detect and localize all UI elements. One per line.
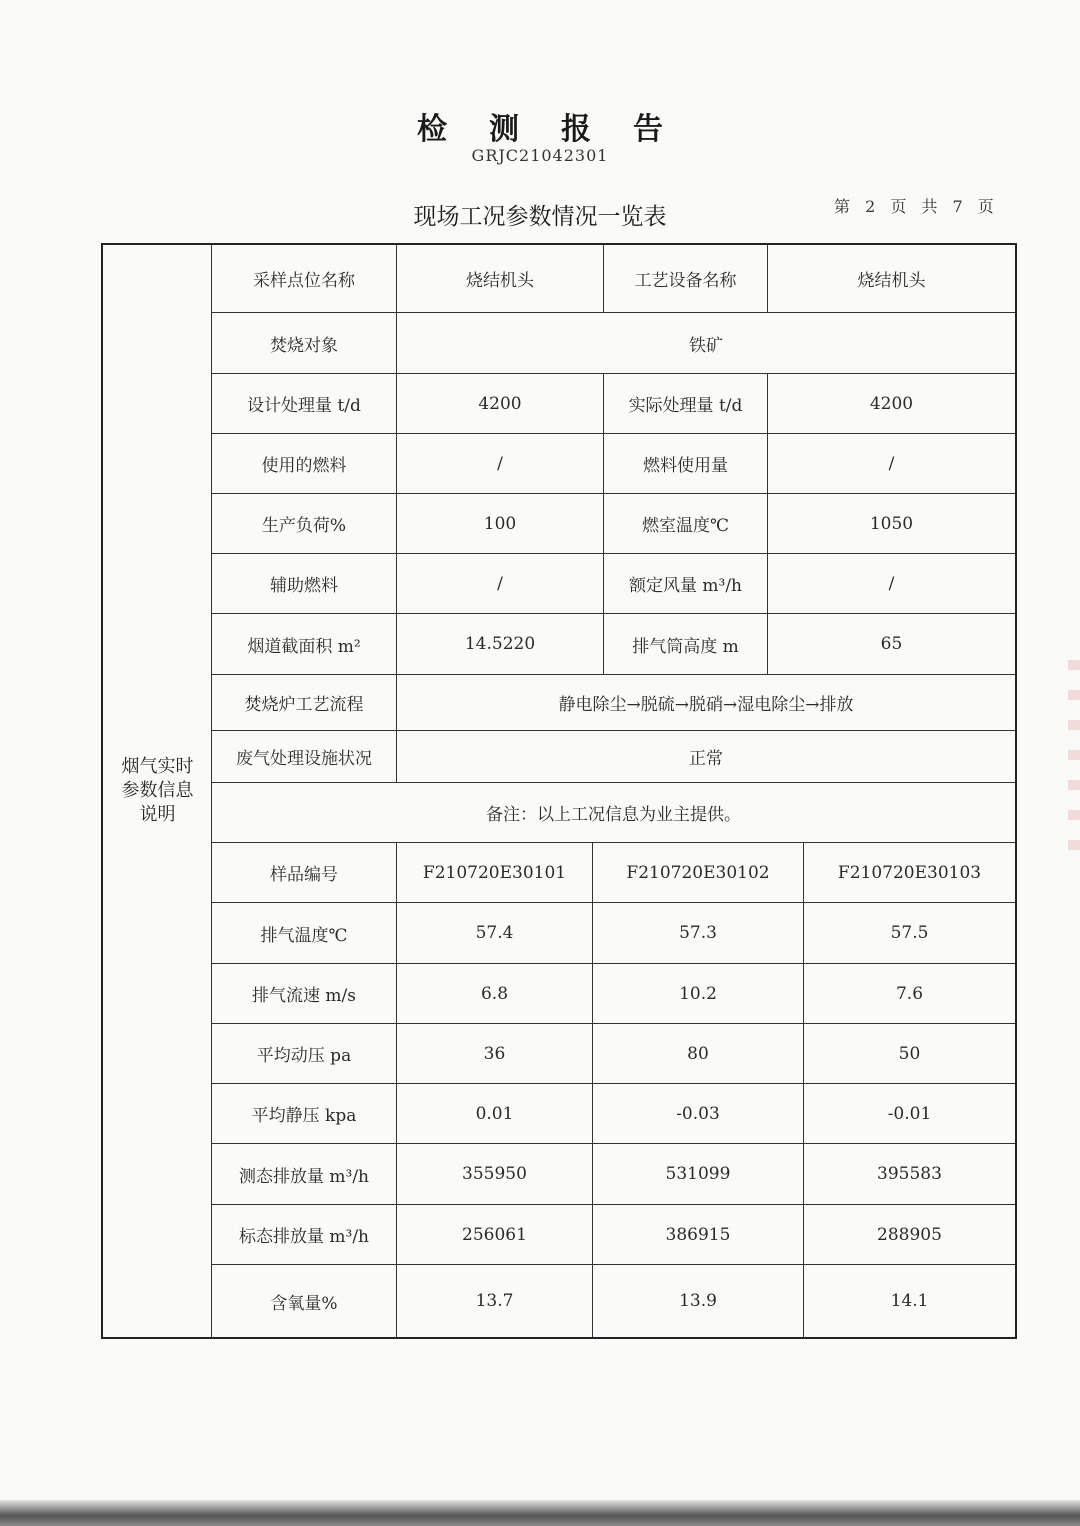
value-process-equipment: 烧结机头 [857,271,926,291]
label-design-capacity: 设计处理量 t/d [212,374,397,433]
scan-shadow-strip [0,1500,1080,1526]
exhaust-temp-2: 57.3 [593,903,804,963]
value-design-capacity: 4200 [397,374,604,433]
label-incineration-object: 焚烧对象 [212,313,397,373]
standard-flow-1: 256061 [397,1205,593,1264]
oxygen-content-2: 13.9 [593,1265,804,1337]
exhaust-temp-1: 57.4 [397,903,593,963]
section-label-cell [103,245,212,1337]
value-auxiliary-fuel: / [397,554,604,613]
table-row [212,494,1015,554]
table-row [212,313,1015,374]
table-row [212,964,1015,1024]
label-process-flow: 焚烧炉工艺流程 [212,675,397,730]
measured-flow-2: 531099 [593,1144,804,1204]
exhaust-temp-3: 57.5 [890,923,929,943]
dynamic-pressure-2: 80 [593,1024,804,1083]
label-auxiliary-fuel: 辅助燃料 [212,554,397,613]
label-static-pressure: 平均静压 kpa [212,1084,397,1143]
table-row [212,843,1015,903]
standard-flow-2: 386915 [593,1205,804,1264]
exhaust-velocity-2: 10.2 [593,964,804,1023]
value-incineration-object: 铁矿 [689,335,723,356]
table-row [212,245,1015,313]
table-row [212,1265,1015,1337]
table-subtitle: 现场工况参数情况一览表 [413,204,667,230]
label-exhaust-temp: 排气温度℃ [212,903,397,963]
sample-id-1: F210720E30101 [397,843,593,902]
parameters-grid [212,245,1015,1337]
remarks: 备注：以上工况信息为业主提供。 [486,805,741,825]
label-production-load: 生产负荷% [212,494,397,553]
report-number: GRJC21042301 [471,146,609,165]
label-process-equipment: 工艺设备名称 [604,245,768,312]
label-facility-status: 废气处理设施状况 [212,731,397,782]
table-row [212,903,1015,964]
sample-id-3: F210720E30103 [837,862,982,883]
oxygen-content-3: 14.1 [890,1291,929,1311]
label-oxygen-content: 含氧量% [212,1265,397,1337]
value-rated-airflow: / [888,573,895,594]
exhaust-velocity-1: 6.8 [397,964,593,1023]
value-chamber-temp: 1050 [869,513,914,534]
label-stack-height: 排气筒高度 m [604,614,768,674]
label-chamber-temp: 燃室温度℃ [604,494,768,553]
report-title: 检测报告 [417,112,705,147]
value-facility-status: 正常 [689,749,723,769]
label-sampling-point: 采样点位名称 [212,245,397,312]
sample-id-2: F210720E30102 [593,843,804,902]
label-standard-flow: 标态排放量 m³/h [212,1205,397,1264]
value-fuel-amount: / [888,453,895,474]
table-row [212,1024,1015,1084]
table-row [212,554,1015,614]
label-actual-capacity: 实际处理量 t/d [604,374,768,433]
dynamic-pressure-1: 36 [397,1024,593,1083]
measured-flow-3: 395583 [877,1164,942,1184]
table-row [212,1144,1015,1205]
stamp-edge-mark [1068,660,1080,860]
table-row [212,731,1015,783]
label-exhaust-velocity: 排气流速 m/s [212,964,397,1023]
label-measured-flow: 测态排放量 m³/h [212,1144,397,1204]
table-row [212,783,1015,843]
value-actual-capacity: 4200 [869,393,914,414]
table-row [212,1084,1015,1144]
value-fuel-used: / [397,434,604,493]
table-row [212,675,1015,731]
static-pressure-3: -0.01 [887,1103,932,1124]
label-fuel-used: 使用的燃料 [212,434,397,493]
value-stack-height: 65 [880,634,903,654]
value-production-load: 100 [397,494,604,553]
page-number: 第 2 页 共 7 页 [834,197,999,216]
label-flue-area: 烟道截面积 m² [212,614,397,674]
section-label: 烟气实时参数信息说明 [121,756,194,825]
static-pressure-2: -0.03 [593,1084,804,1143]
value-process-flow: 静电除尘→脱硫→脱硝→湿电除尘→排放 [558,695,854,715]
label-rated-airflow: 额定风量 m³/h [604,554,768,613]
table-row [212,374,1015,434]
table-row [212,614,1015,675]
table-row [212,434,1015,494]
table-row [212,1205,1015,1265]
oxygen-content-1: 13.7 [397,1265,593,1337]
exhaust-velocity-3: 7.6 [895,983,924,1004]
label-fuel-amount: 燃料使用量 [604,434,768,493]
value-sampling-point: 烧结机头 [397,245,604,312]
static-pressure-1: 0.01 [397,1084,593,1143]
standard-flow-3: 288905 [877,1224,942,1245]
label-sample-id: 样品编号 [212,843,397,902]
parameters-table [101,243,1017,1339]
label-dynamic-pressure: 平均动压 pa [212,1024,397,1083]
dynamic-pressure-3: 50 [898,1043,921,1064]
value-flue-area: 14.5220 [397,614,604,674]
measured-flow-1: 355950 [397,1144,593,1204]
